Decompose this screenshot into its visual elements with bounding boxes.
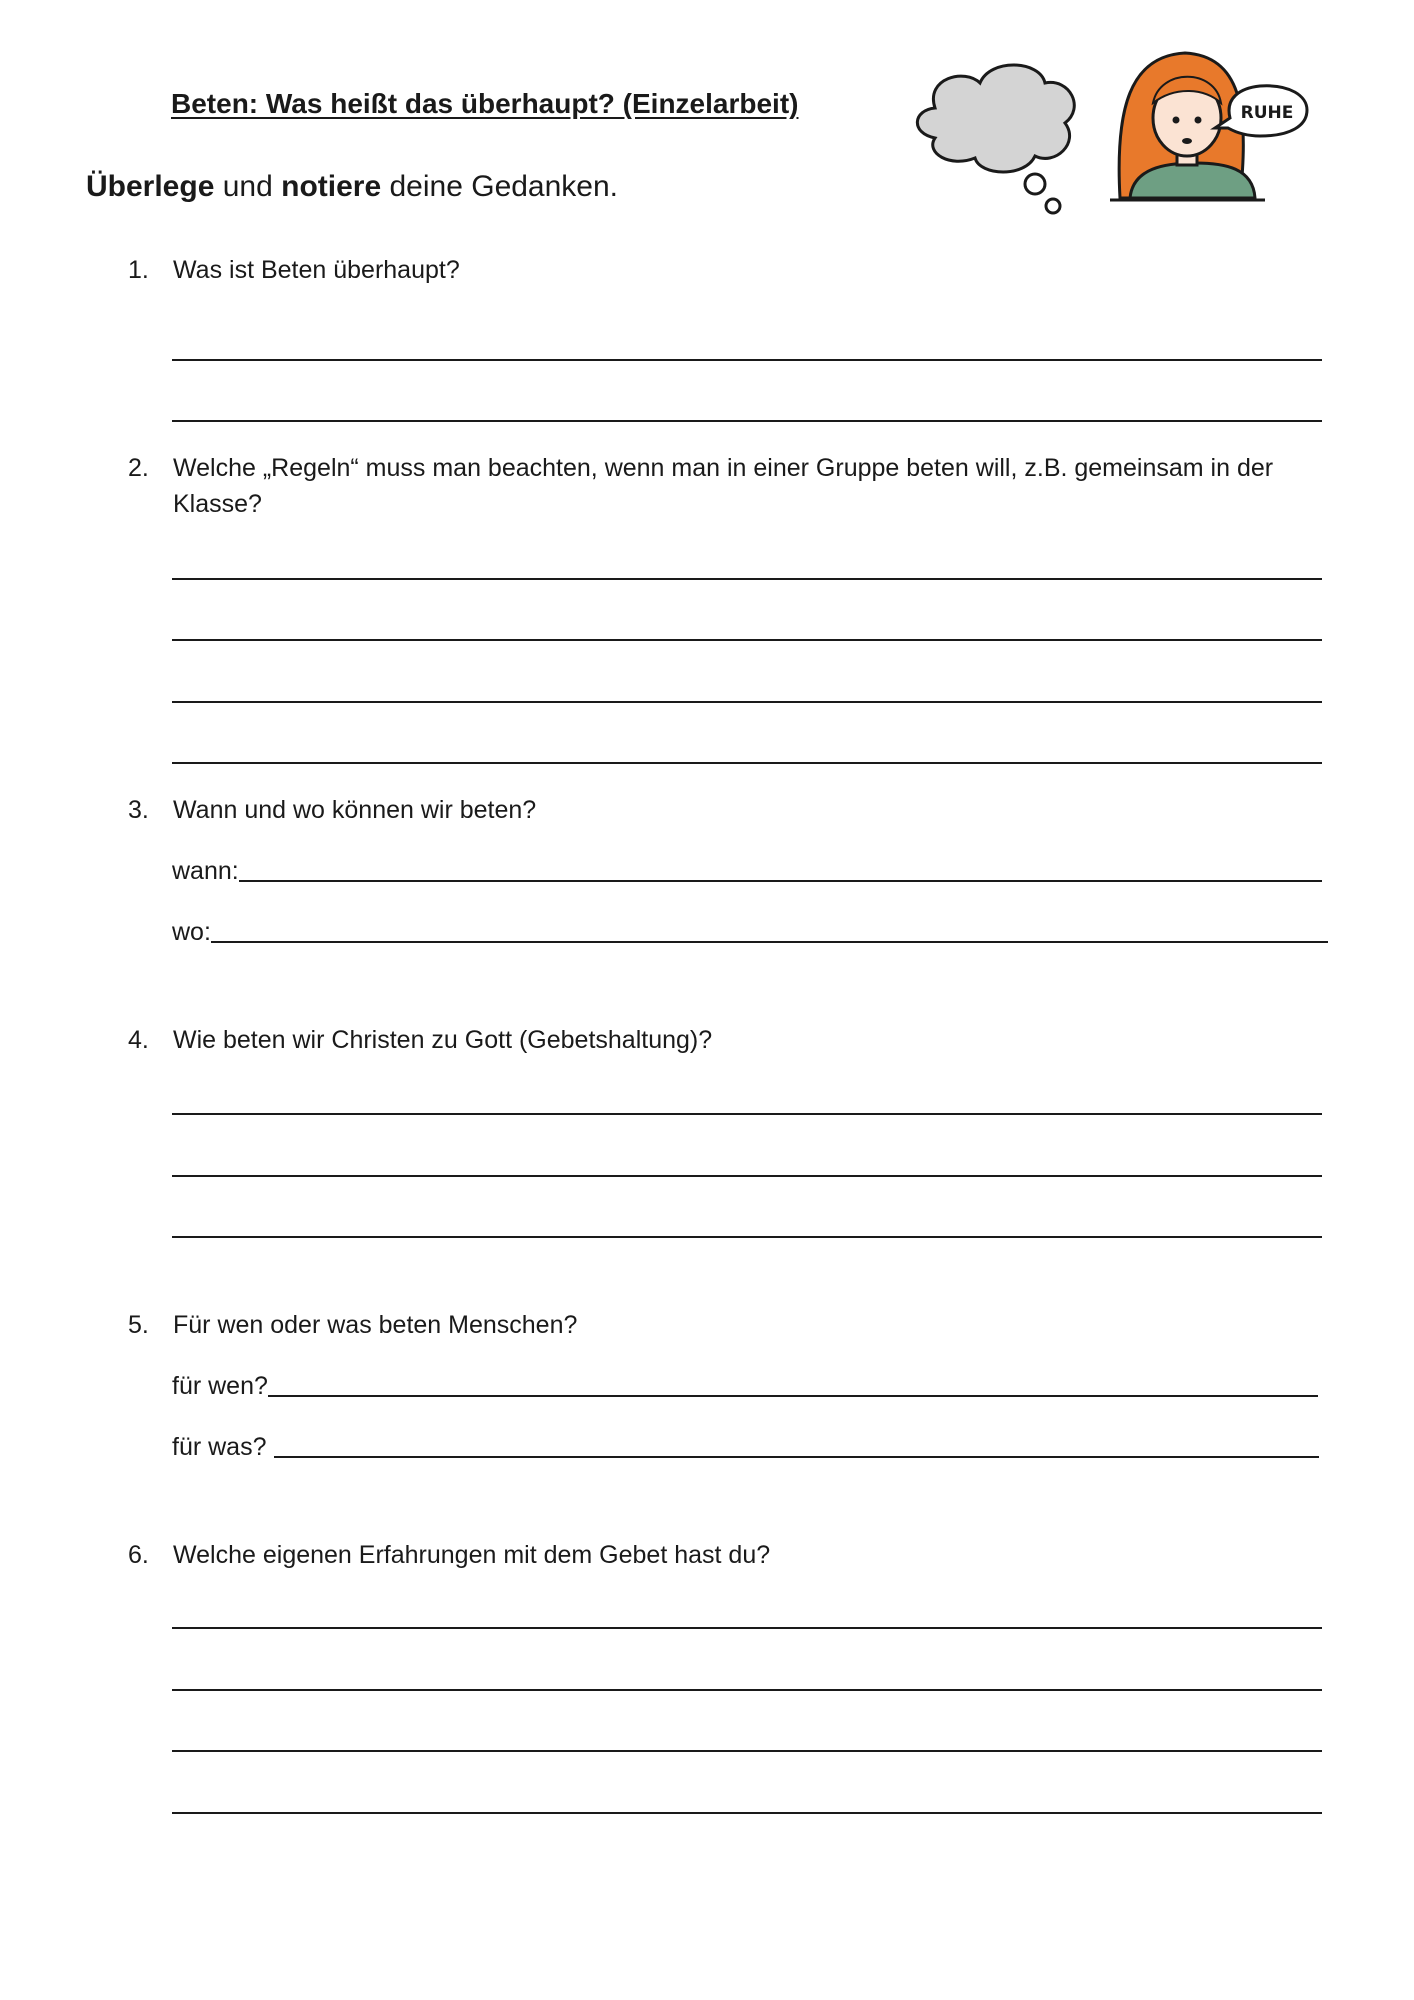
- field-label: wo:: [172, 918, 211, 946]
- thought-cloud-icon: [917, 65, 1074, 213]
- answer-line[interactable]: [172, 762, 1322, 764]
- question-text: Was ist Beten überhaupt?: [173, 256, 460, 284]
- answer-field-fuer-was[interactable]: [172, 1433, 1319, 1462]
- answer-field-wann[interactable]: [172, 857, 1322, 886]
- answer-line[interactable]: [172, 420, 1322, 422]
- answer-line[interactable]: [172, 1113, 1322, 1115]
- answer-line[interactable]: [172, 1750, 1322, 1752]
- answer-field-wo[interactable]: [172, 918, 1328, 947]
- field-label: für was?: [172, 1433, 267, 1461]
- answer-line[interactable]: [268, 1395, 1318, 1397]
- question-number: 2.: [128, 454, 149, 482]
- question-text: Welche eigenen Erfahrungen mit dem Gebet hast du?: [173, 1541, 771, 1569]
- answer-line[interactable]: [172, 639, 1322, 641]
- question-number: 5.: [128, 1311, 149, 1339]
- question-number: 4.: [128, 1026, 149, 1054]
- instruction-bold-1: Überlege: [86, 170, 215, 203]
- answer-line[interactable]: [172, 1627, 1322, 1629]
- question-text: Wie beten wir Christen zu Gott (Gebetshaltung)?: [173, 1026, 713, 1054]
- instruction-bold-2: notiere: [281, 170, 382, 203]
- question-text: Welche „Regeln“ muss man beachten, wenn man in einer Gruppe beten will, z.B. gemeinsam in der Klasse?: [173, 454, 1274, 518]
- answer-line[interactable]: [172, 701, 1322, 703]
- answer-line[interactable]: [172, 359, 1322, 361]
- question-text: Wann und wo können wir beten?: [173, 796, 537, 824]
- question-number: 6.: [128, 1541, 149, 1569]
- answer-line[interactable]: [172, 1689, 1322, 1691]
- answer-line[interactable]: [172, 1812, 1322, 1814]
- worksheet-title: Beten: Was heißt das überhaupt? (Einzelarbeit): [171, 88, 799, 119]
- question-number: 1.: [128, 256, 149, 284]
- answer-line[interactable]: [172, 1175, 1322, 1177]
- instruction-text-3: deine Gedanken.: [381, 170, 619, 203]
- answer-line[interactable]: [172, 1236, 1322, 1238]
- answer-line[interactable]: [274, 1456, 1319, 1458]
- field-label: wann:: [172, 857, 239, 885]
- answer-line[interactable]: [211, 941, 1328, 943]
- answer-line[interactable]: [172, 578, 1322, 580]
- field-label: für wen?: [172, 1372, 268, 1400]
- speech-bubble-text: RUHE: [1240, 103, 1294, 123]
- thinking-girl-illustration: [895, 48, 1315, 223]
- answer-field-fuer-wen[interactable]: [172, 1372, 1318, 1401]
- instruction-text-2: und: [214, 170, 282, 203]
- question-number: 3.: [128, 796, 149, 824]
- answer-line[interactable]: [239, 880, 1322, 882]
- question-text: Für wen oder was beten Menschen?: [173, 1311, 578, 1339]
- instruction-text: [86, 170, 618, 204]
